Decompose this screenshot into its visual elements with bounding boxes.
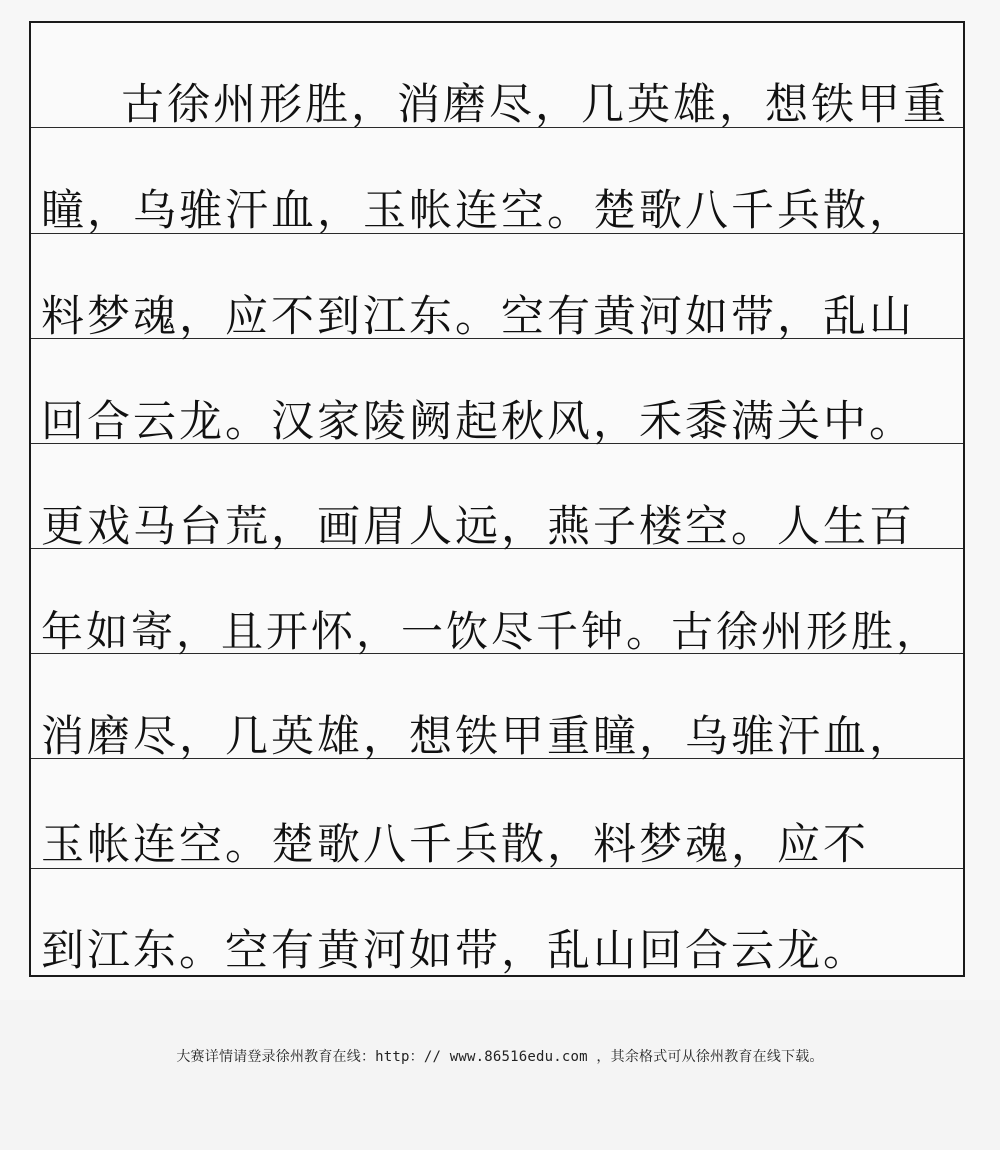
poem-line-7: 消磨尽，几英雄，想铁甲重瞳，乌骓汗血， [41, 712, 915, 762]
poem-line-6: 年如寄，且开怀，一饮尽千钟。古徐州形胜， [41, 607, 942, 656]
poem-line-8: 玉帐连空。楚歌八千兵散，料梦魂，应不 [41, 820, 869, 870]
poem-line-5: 更戏马台荒，画眉人远，燕子楼空。人生百 [41, 502, 915, 552]
footer-note: 大赛详情请登录徐州教育在线：http：// www.86516edu.com ，其余格式可从徐州教育在线下载。 [176, 1049, 824, 1065]
poem-line-3: 料梦魂，应不到江东。空有黄河如带，乱山 [41, 292, 915, 342]
poem-line-1: 古徐州形胜，消磨尽，几英雄，想铁甲重 [121, 80, 949, 130]
calligraphy-grid-frame [29, 21, 965, 977]
poem-line-9: 到江东。空有黄河如带，乱山回合云龙。 [41, 926, 869, 976]
poem-line-2: 瞳，乌骓汗血，玉帐连空。楚歌八千兵散， [41, 186, 915, 236]
poem-line-4: 回合云龙。汉家陵阙起秋风，禾黍满关中。 [41, 397, 915, 447]
